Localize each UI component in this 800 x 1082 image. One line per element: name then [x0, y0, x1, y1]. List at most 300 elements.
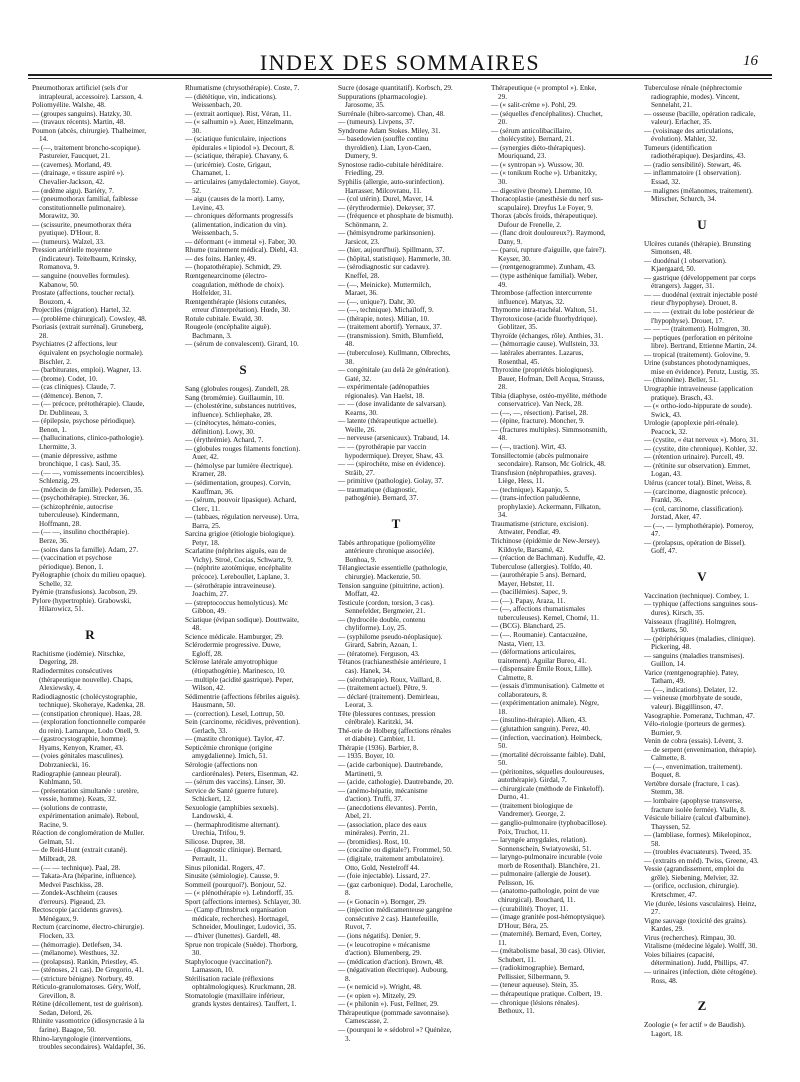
index-entry: — (démence). Benon, 7. [32, 391, 103, 400]
index-entry: — (péritonites, séquelles douloureuses, autothérapie). Girdal, 7. [491, 767, 605, 785]
index-entry: — (glutathion sanguin). Perez, 40. [491, 725, 591, 734]
index-entry: — 1935. Boyer, 10. [338, 752, 395, 761]
index-entry: — d'hiver (lunettes). Gardell, 48. [185, 931, 281, 940]
index-entry: — sanguine (nouvelles formules). Kabanow, 50. [32, 272, 130, 289]
index-entry: — (hémisyndrome parkinsonien). Jarsicot, 23. [338, 229, 436, 246]
index-entry: — (globules rouges filaments fonction). Auer, 42. [185, 444, 301, 462]
index-entry: — (drainage, « tissure aspiré »). Chevalier-Jackson, 42. [32, 169, 125, 187]
index-entry: — (bromidies). Rost, 10. [338, 837, 410, 846]
index-entry: — (BCG). Blanchard, 25. [491, 622, 566, 631]
index-columns [32, 84, 776, 1074]
index-entry: — (flanc droit douloureux?). Raymond, Dany, 9. [491, 229, 606, 246]
index-column-5 [644, 84, 760, 1074]
index-entry: — (—. Roumanie). Cantacuzène, Nasta, Vierr, 13. [491, 631, 588, 648]
index-entry: — (hermaphroditisme alternant). Urechia, Trifou, 9. [185, 820, 280, 838]
index-entry: — (réaction de Bachman). Kuduffe, 42. [491, 554, 606, 563]
index-entry: Rectoscopie (accidents graves). Ménégaux, 9. [32, 906, 123, 923]
header-rule-thin [28, 78, 772, 79]
index-entry: — (—, unique?). Dahr, 30. [338, 297, 416, 306]
index-entry: — (acide, cathologie). Dautrebande, 20. [338, 778, 454, 787]
index-entry: Thymome intra-trachéal. Walton, 51. [491, 306, 598, 315]
index-entry: Rhinite vasomotrice (idiosyncrasie à la farine). Baagoe, 50. [32, 1017, 145, 1034]
index-entry: — (anatomo-pathologie, point de vue chirurgical). Bouchard, 11. [491, 887, 599, 904]
index-entry: — (tumeurs). Walzel, 33. [32, 237, 105, 246]
index-entry: — (médecin de famille). Pedersen, 35. [32, 485, 143, 494]
index-entry: Projectiles (migration). Hartel, 32. [32, 306, 132, 315]
index-entry: Vaisseaux (fragilité). Holmgren, Lyttkens, 50. [644, 617, 737, 635]
index-entry: — (traitement abortif). Yernaux, 37. [338, 323, 442, 332]
index-entry: — (solutions de contraste, expérimentation animale). Reboul, Racine, 9. [32, 803, 139, 829]
index-entry: Thérapie (1936). Barbier, 8. [338, 743, 419, 752]
index-entry: — (pneumothorax familial, faiblesse constitutionnelle pulmonaire). Morawitz, 30. [32, 195, 138, 221]
index-entry: — (infection, vaccination). Heimbeck, 50. [491, 733, 602, 751]
index-entry: — (hémorragie). Detlefsen, 34. [32, 940, 123, 949]
section-letter: R [85, 626, 95, 642]
index-entry: — (sciatique, thérapie). Chavany, 6. [185, 152, 289, 161]
index-entry: — (prolapsus, opération de Bissel). Goff, 47. [644, 538, 746, 556]
index-entry: Sprue non tropicale (Suède). Thorborg, 30. [185, 940, 298, 958]
index-entry: — (teneur aqueuse). Stein, 35. [491, 981, 579, 990]
index-entry: — (syphilome pseudo-néoplasique). Girard, Sabrin, Azoan, 1. [338, 632, 443, 650]
index-entry: — (brome). Codet, 10. [32, 374, 98, 383]
index-entry: Tabès arthropatique (poliomyélite antérieure chronique associée). Bonhoa, 9. [338, 538, 436, 564]
index-entry: — (orifice, occlusion, chirurgie). Kretschmer, 47. [644, 882, 739, 900]
index-entry: Rœntgenearcinome (électro-coagulation, méthode de choix). Holfelder, 31. [185, 272, 285, 298]
index-entry: — (épine, fracture). Moncher, 9. [491, 417, 585, 426]
index-entry: — (mortalité décroissante faible). Dahl, 50. [491, 750, 606, 768]
index-entry: Thérapeutique (« promptol »). Enke, 29. [491, 84, 597, 101]
index-entry: — primitive (pathologie). Golay, 37. [338, 477, 444, 486]
index-entry: — (gastrocystographie, homme). Hyams, Kenyon, Kramer, 43. [32, 735, 128, 752]
section-letter: T [391, 515, 401, 531]
index-entry: — (paroi, rupture d'aiguille, que faire?). Keyser, 30. [491, 246, 607, 263]
index-entry: Testicule (cordon, torsion, 3 cas). Sennefelder, Bergmeier, 21. [338, 598, 434, 616]
index-entry: — (fractures multiples). Simmsonsmith, 48. [491, 425, 607, 443]
index-entry: Rhume (traitement médical). Diehl, 43. [185, 246, 299, 255]
index-entry: — (vaccination et psychose périodique). Benon, 1. [32, 554, 112, 571]
index-entry: — (sérum des vaccins). Linser, 30. [185, 778, 286, 787]
index-entry: Vaccination (technique). Combey, 1. [644, 591, 749, 600]
index-entry: Thérapeutique (pommade savonnaise). Camescasse, 2. [338, 1008, 450, 1026]
index-entry: — chroniques déformants progressifs (alimentation, indication du vin). Weissenbach, 5. [185, 212, 293, 238]
index-entry: Vélo-riologie (porteurs de germes). Burnier, 9. [644, 720, 746, 737]
index-entry: — (maternité). Bernard, Even, Cortey, 11. [491, 930, 602, 947]
index-entry: — (traitement actuel). Pêtre, 9. [338, 684, 428, 693]
index-entry: Thrombose (affection intercurrente influence). Matyas, 32. [491, 289, 592, 306]
index-entry: Tonsillectomie (abcès pulmonaire secondaire). Ranson, Mc Golrick, 48. [491, 451, 606, 469]
section-letter: V [697, 568, 707, 584]
index-entry: — articulaires (amydalectomie). Guyot, 52. [185, 178, 300, 195]
index-entry: Transfusion (néphropathies, graves). Liège, Hess, 11. [491, 468, 597, 486]
index-entry: — inflammatoire (1 observation). Essad, 32. [644, 169, 742, 187]
index-entry: — (curabilité). Thoyer, 11. [491, 904, 569, 913]
index-entry: Zoologie (« fer actif » de Baudish). Lagort, 18. [644, 1021, 746, 1038]
index-entry: — (type asthénique familial). Weber, 49. [491, 272, 598, 289]
index-entry: Radiographie (anneau pleural). Kuhlmann, 50. [32, 769, 122, 787]
index-entry: Sclérodermie progressive. Duwe, Egloff, 28. [185, 641, 281, 658]
index-entry: Pression artérielle moyenne (indicateur). Teitelbaum, Krinsky, Romanova, 9. [32, 246, 137, 272]
index-entry: Vessie (agrandissement, emploi du grêle). Siebening, Melvier, 32. [644, 865, 744, 882]
index-entry: — (« ortho-iodo-hippurate de soude). Swick, 43. [644, 402, 752, 419]
index-entry: — (traitement biologique de Vandremer). George, 2. [491, 801, 573, 819]
index-entry: — tropical (traitement). Golovine, 9. [644, 350, 750, 359]
index-entry: Pyémie (transfusions). Jacobson, 29. [32, 588, 138, 597]
index-entry: Traumatisme (stricture, excision). Attwater, Pendlar, 49. [491, 519, 589, 537]
index-entry: Thyroïde (échanges, rôle). Anthies, 31. [491, 331, 604, 340]
index-entry: — de Reid-Hunt (extrait cutané). Milbradt, 28. [32, 846, 128, 864]
index-entry: Sommeil (pourquoi?). Bonjour, 52. [185, 880, 287, 889]
index-entry: Syphilis (allergie, auto-surinfection). Harrasser, Milcovranu, 11. [338, 178, 445, 195]
index-entry: Rectum (carcinome, électro-chirurgie). Flocken, 33. [32, 923, 145, 940]
index-entry: — (groupes sanguins). Hatzky, 30. [32, 109, 132, 118]
index-entry: Sein (carcinome, récidives, prévention). Gerlach, 33. [185, 718, 300, 735]
index-entry: — (« syntropan »). Wussow, 30. [491, 160, 584, 169]
index-entry: — laryngée amygdales, relation). Sonnenschein, Swiatyowski, 51. [491, 836, 592, 853]
index-entry: Vasographie. Pomeranz, Tuchman, 47. [644, 711, 755, 720]
index-entry: — (cavernes). Morland, 49. [32, 160, 112, 169]
index-entry: Tétanos (rachianesthésie antérieure, 1 cas). Hanek, 34. [338, 658, 447, 675]
index-entry: — (exploration fonctionnelle comparée du rein). Lamarque, Lodo Onell, 9. [32, 718, 146, 735]
index-entry: — — (pyrothérapie par vaccin hypodermique). Dreyer, Shaw, 43. [338, 442, 444, 460]
index-entry: — (« nemicid »). Wright, 48. [338, 983, 422, 992]
index-entry: — (« opien »). Mitzely, 29. [338, 991, 417, 1000]
index-entry: — pulmonaire (allergie de Jouset). Pelisson, 16. [491, 870, 591, 887]
index-entry: — traumatique (diagnostic, pathogénie). Bernard, 37. [338, 485, 419, 503]
index-entry: Urographie intraveineuse (application pratique). Brasch, 43. [644, 384, 753, 402]
index-entry: Surrénale (hibro-sarcome). Chan, 48. [338, 109, 445, 118]
index-entry: Rachitisme (iodémie). Nitschke, Degering, 28. [32, 649, 126, 667]
index-entry: Sarcina grigioe (étiologie biologique). Petyr, 18. [185, 530, 295, 547]
index-column-2 [185, 84, 301, 1074]
index-entry: — (lambliase, formes). Mikelopinoz, 58. [644, 831, 751, 848]
index-entry: — (constipation chronique). Haas, 28. [32, 709, 142, 718]
index-entry: Rhino-laryngologie (interventions, troubles secondaires). Waldapfel, 36. [32, 1034, 146, 1052]
index-entry: — (extraits en méd). Twiss, Greene, 43. [644, 856, 759, 865]
index-entry: Vitalisme (médecine légale). Wolff, 30. [644, 942, 758, 951]
index-entry: — (cystite, dite chronique). Kohler, 32. [644, 444, 758, 453]
index-entry: — (col, carcinome, classification). Jorstad, Aker, 47. [644, 504, 744, 522]
index-entry: — (aurothérapie 5 ans). Bernard, Mayer, Hebster, 11. [491, 571, 586, 588]
index-entry: — veineuse (morbhyate de soude, valeur). Biggillinson, 47. [644, 694, 742, 711]
index-entry: — (cas cliniques). Claude, 7. [32, 383, 116, 392]
index-entry: — ganglio-pulmonaire (typhobacillose). Poix, Truchot, 11. [491, 819, 607, 836]
index-entry: Tibia (diaphyse, ostéo-myélite, méthode conservatrice). Van Neck, 28. [491, 391, 607, 409]
index-entry: Pneumothorax artificiel (sels d'or intrapleural, accessoire). Larsson, 4. [32, 84, 143, 101]
index-entry: — expérimentale (adénopathies régionales). Van Haelst, 18. [338, 383, 430, 400]
index-entry: — latérales aberrantes. Lazarus, Rosenthal, 45. [491, 348, 584, 366]
index-entry: — (sérodiagnostic sur cadavre). Kneffel, 28. [338, 263, 430, 281]
index-entry: — (tératome). Ferguson, 43. [338, 649, 420, 658]
index-entry: — (métabolisme basal, 30 cas). Olivier, Schubert, 11. [491, 947, 606, 964]
index-entry: — Takata-Ara (héparine, influence). Medvei Paschkiss, 28. [32, 872, 137, 889]
index-entry: — (voies génitales masculines). Dobrzaniecki, 16. [32, 752, 124, 770]
index-entry: Thorax (abcès froids, thérapeutique). Dufour de Frenelle, 2. [491, 212, 598, 229]
index-entry: — (travaux récents). Martin, 48. [32, 118, 126, 127]
index-entry: Urine (substances photodynamiques, mise en évidence). Perutz, Lustig, 35. [644, 359, 760, 376]
index-entry: — (sédimentation, groupes). Corvin, Kauffman, 36. [185, 478, 291, 496]
index-entry: — (acide carbonique). Dautrebande, Martinetti, 9. [338, 761, 443, 778]
index-entry: — chirurgicale (méthode de Finkeloff). Durno, 41. [491, 784, 605, 802]
index-entry: Staphylocoque (vaccination?). Lamasson, 10. [185, 957, 273, 975]
index-entry: Sinus pilonidal. Rogers, 47. [185, 863, 265, 872]
index-entry: — multiple (acidité gastrique). Peper, Wilson, 42. [185, 675, 294, 693]
index-entry: — duodénal (1 observation). Kjaergaard, 50. [644, 256, 727, 274]
index-entry: — (fréquence et phosphate de bismuth). Schönmann, 2. [338, 212, 454, 229]
index-entry: — (—, indications). Delater, 12. [644, 685, 738, 694]
index-entry: — (Camp d'Innsbruck organisation médicale, recherches). Hortnagel, Schneider, Moulinger, Ludovici, 35. [185, 906, 297, 932]
index-entry: — thérapeutique pratique. Colbert, 19. [491, 989, 603, 998]
index-entry: — (déformations articulaires, traitement). Aguilar Bureo, 41. [491, 648, 587, 665]
index-entry: — (œdème aigu). Bariéty, 7. [32, 186, 114, 195]
index-entry: Sédimentrie (affections fébriles aiguës). Hausmann, 50. [185, 692, 300, 710]
index-entry: Service de Santé (guerre future). Schickert, 12. [185, 786, 279, 804]
index-entry: — (cholestérine, substances nutritives, influence). Schliephake, 28. [185, 402, 297, 419]
index-entry: Trichinose (épidémie de New-Jersey). Kildoyle, Barsamé, 42. [491, 536, 601, 554]
index-entry: — (stricture bénigne). Norbury, 49. [32, 974, 134, 983]
index-entry: — (érythrémie). Achard, 7. [185, 436, 264, 445]
index-entry: — (sciatique funiculaire, injections épidurales « lipiodol »). Decourt, 8. [185, 135, 295, 152]
index-entry: Pylore (hypertrophie). Grabowski, Hilarowicz, 51. [32, 596, 132, 614]
index-entry: — (cinétocytes, hémato-conies, définition). Lowy, 30. [185, 419, 277, 436]
index-entry: — osseuse (bacille, opération radicale, valeur). Erlacher, 35. [644, 109, 756, 127]
index-entry: — (— —, vomissements incoercibles). Schlenzig, 29. [32, 468, 145, 486]
index-entry: — sanguins (maladies transmises). Guillon, 14. [644, 651, 745, 669]
index-entry: Radiodermites consécutives (thérapeutique nouvelle). Chaps, Alexiewsky, 4. [32, 667, 133, 693]
index-entry: — typhique (affections sanguines sous-dures). Kirsch, 35. [644, 600, 758, 617]
index-entry: Science médicale. Hamburger, 29. [185, 632, 284, 641]
index-entry: Rétine (décollement, test de guérison). Sedan, Delord, 26. [32, 1000, 143, 1017]
index-entry: — (hier, aujourd'hui). Spillmann, 37. [338, 246, 445, 255]
index-entry: — (—, traitement broncho-scopique). Pastureier, Faucquet, 21. [32, 143, 141, 161]
index-entry: — (— — technique). Paal, 28. [32, 863, 121, 872]
index-entry: — (expérimentation animale). Nègre, 18. [491, 699, 599, 716]
index-entry: Suppurations (pharmacologie). Jarosome, 35. [338, 92, 428, 110]
index-entry: — (extrait aortique). Rist, Véran, 11. [185, 109, 291, 118]
index-entry: — (problème chirurgical). Cowsley, 48. [32, 314, 147, 323]
index-entry: — latente (thérapeutique actuelle). Weille, 26. [338, 417, 438, 434]
index-entry: — chronique (lésions rénales). Bethoux, 11. [491, 998, 580, 1016]
index-entry: — digestive (brome). Lhemme, 10. [491, 186, 593, 195]
index-entry: — (image granitée post-hémoptysique). D'Hour, Béra, 25. [491, 913, 606, 930]
index-entry: — (cocaïne ou digitale?). Frommel, 50. [338, 846, 452, 855]
index-entry: Tête (blessures contuses, pression cérébrale). Karitzki, 34. [338, 709, 436, 727]
index-entry: Psoriasis (extrait surrénal). Gruneberg, 28. [32, 323, 144, 340]
index-entry: — gastrique (développement par corps étrangers). Jagger, 31. [644, 273, 756, 291]
index-entry: Poliomyélite. Walshe, 48. [32, 101, 106, 110]
index-entry: — (streptococcus hemolyticus). Mc Gibbon, 49. [185, 598, 288, 616]
index-column-4 [491, 84, 607, 1074]
page-number: 16 [743, 53, 758, 69]
index-entry: — (« Gonacin »). Bornger, 29. [338, 897, 427, 906]
index-entry: Radiodiagnostic (cholécystographie, technique). Skoheraye, Kadenka, 28. [32, 692, 145, 710]
index-entry: Sang (bromémie). Guillaumin, 10. [185, 393, 285, 402]
index-entry: — laryngo-pulmonaire incurable (voie morb de Rosenthal). Blanchère, 21. [491, 853, 603, 870]
index-entry: — (soins dans la famille). Adam, 27. [32, 545, 138, 554]
index-entry: Sport (affections internes). Schlayer, 30. [185, 897, 301, 906]
index-entry: Ulcères cutanés (thérapie). Brunsting Simonsen, 48. [644, 239, 751, 257]
index-entry: — urinaires (infection, diète cétogène). Ross, 48. [644, 967, 757, 985]
index-entry: Voies biliaires (capacité, détermination). Judd, Phillips, 47. [644, 950, 749, 968]
index-entry: — des foins. Hanley, 49. [185, 254, 257, 263]
index-entry: Télangiectasie essentielle (pathologie, chirurgie). Mackenzie, 50. [338, 564, 448, 581]
index-entry: — (périphériques (maladies, clinique). Pickering, 48. [644, 634, 756, 652]
index-entry: — (— —, insulino chocthérapie). Berze, 36. [32, 528, 130, 545]
index-entry: Thyroxine (propriétés biologiques). Bauer, Hofman, Dell Acqua, Strauss, 28. [491, 366, 605, 392]
index-entry: — (radiokimographie). Bernard, Pellissier, Silbermann, 9. [491, 964, 585, 981]
index-entry: — de serpent (envenimation, thérapie). Calmette, 8. [644, 745, 757, 763]
index-entry: — (« leucotropine » mécanisme d'action). Blumenberg, 29. [338, 940, 431, 958]
index-entry: — (tumeurs). Livpens, 37. [338, 118, 415, 127]
index-entry: Vie (durée, lésions vasculaires). Heinz, 27. [644, 899, 757, 917]
index-entry: Réticulo-granulomatoses. Géry, Wolf, Grevillon, 8. [32, 983, 141, 1000]
page-header [0, 0, 800, 80]
section-letter: U [697, 216, 707, 232]
index-entry: Thé-orie de Holberg (affections rénales et diabète). Cambier, 11. [338, 726, 452, 744]
index-entry: — (foie injectable). Lissard, 27. [338, 872, 431, 881]
index-entry: Pyélographie (choix du milieu opaque). Schelle, 32. [32, 571, 146, 588]
index-entry: — (correction). Lesel, Lottrup, 50. [185, 709, 285, 718]
index-entry: Silicose. Dupree, 38. [185, 837, 246, 846]
index-entry: — (sérothérapie intraveineuse). Joachim, 27. [185, 581, 276, 599]
page-title: INDEX DES SOMMAIRES [259, 50, 541, 75]
index-entry: — (prolapsus). Rankin, Priestley, 45. [32, 957, 139, 966]
index-entry: — (radio sensibilité). Stewart, 46. [644, 160, 742, 169]
index-entry: Utérus (cancer total). Binet, Weiss, 8. [644, 478, 752, 487]
index-entry: — (uricémie). Coste, Grigaut, Chamanet, 1. [185, 160, 272, 178]
index-entry: — (ions négatifs). Denier, 9. [338, 931, 421, 940]
index-entry: Poumon (abcès, chirurgie). Thalheimer, 14. [32, 126, 147, 144]
index-entry: — (anémo-hépatie, mécanisme d'action). Truffi, 37. [338, 786, 428, 804]
index-entry: — (troubles évacuateurs). Tweed, 35. [644, 848, 752, 857]
index-entry: — (voisinage des articulations, évolution). Mahler, 32. [644, 126, 734, 144]
index-entry: — (injection médicamenteuse gangrène consécutive 2 cas). Hautefeuille, Ruvot, 7. [338, 906, 453, 932]
index-entry: — — (spirochète, mise en évidence). Sträib, 27. [338, 460, 446, 477]
index-entry: — (rétention urinaire). Purcell, 49. [644, 453, 744, 462]
index-entry: Sexuologie (amphibies sexuels). Landowski, 4. [185, 803, 279, 821]
index-entry: — aigu (causes de la mort). Lamy, Levine, 43. [185, 195, 285, 212]
index-entry: — (schizophrénie, autocrise tuberculeuse). Kindermann, Hoffmann, 28. [32, 502, 120, 528]
index-entry: Thoracoplastie (anesthésie du nerf sus-scapulaire). Dreyfus Le Foyer, 9. [491, 195, 604, 212]
index-entry: — — (dose invalidante de salvarsan). Kearns, 30. [338, 400, 447, 417]
index-entry: Stomatologie (maxillaire inférieur, grands kystes dentaires). Tauffert, 1. [185, 991, 297, 1009]
index-entry: — (sérum de convalescent). Girard, 10. [185, 340, 299, 349]
index-entry: — déformant (« immetal »). Faber, 30. [185, 237, 297, 246]
index-entry: Sinusite (sémiologie). Causse, 9. [185, 872, 280, 881]
index-entry: Urologie (apoplexie péri-rénale). Peacock, 32. [644, 419, 739, 436]
index-entry: — — — (extrait du lobe postérieur de l'hypophyse). Drouet, 17. [644, 308, 754, 325]
index-entry: — (« plénothérapie »). Lehndorff, 35. [185, 889, 294, 898]
index-entry: — (essais d'immunisation). Calmette et collaborateurs, 8. [491, 682, 605, 699]
index-entry: — (sténoses, 21 cas). De Gregorio, 41. [32, 966, 144, 975]
index-column-3 [338, 84, 454, 1074]
index-entry: — (tabbaes, régulation nerveuse). Urra, Barra, 25. [185, 513, 299, 530]
index-entry: — (—, traction). Wirt, 43. [491, 442, 567, 451]
index-entry: — (néphrite azotémique, encéphalite précoce). Lereboullet, Laplane, 3. [185, 564, 292, 581]
index-entry: — (dispensaire Émile Roux, Lille). Calmette, 8. [491, 665, 593, 682]
index-entry: — (hémolyse par lumière électrique). Kramer, 28. [185, 461, 293, 479]
index-entry: Sclérose latérale amyotrophique (étiopathogénie). Marinesco, 10. [185, 658, 286, 675]
index-entry: Varice (rœntgenographie). Patey, Tatham, 49. [644, 668, 739, 686]
index-entry: — (pourquoi le « sédobrol »? Quénèze, 3. [338, 1025, 452, 1043]
index-entry: — (— précoce, prétothérapie). Claude, Dr. Dublineau, 3. [32, 400, 145, 417]
index-entry: Septicémie chronique (origine amygdalienne). Imich, 51. [185, 743, 273, 761]
index-entry: — (synergies diéto-thérapiques). Mouriquand, 23. [491, 143, 586, 161]
index-entry: Sciatique (évipan sodique). Douttwaite, 48. [185, 615, 299, 633]
index-entry: Vésicule biliaire (calcul d'albumine). Thayssen, 52. [644, 814, 751, 831]
index-entry: — (épilepsie, psychose périodique). Benon, 1. [32, 417, 136, 434]
index-entry: Rœntgenthérapie (lésions cutanées, erreur d'interprétation). Hœde, 30. [185, 297, 291, 315]
index-entry: — (barbiturates, emploi). Wagner, 13. [32, 366, 142, 375]
index-entry: — (hallucinations, clinico-pathologie). Lhermitte, 3. [32, 434, 144, 451]
index-entry: — (hopatothérapie). Schmidt, 29. [185, 263, 282, 272]
index-entry: — (« philonin »). Fust, Fellner, 29. [338, 1000, 439, 1009]
index-entry: Sucre (dosage quantitatif). Korbsch, 29. [338, 84, 453, 92]
index-entry: — (sérothérapie). Roux, Vaillard, 8. [338, 675, 442, 684]
index-entry: Rotule cubitale. Ewald, 30. [185, 314, 264, 323]
index-entry: — (technique). Kapanjo, 5. [491, 485, 570, 494]
index-entry: Vigne sauvage (toxicité des grains). Kardes, 29. [644, 916, 747, 934]
index-entry: — (rœntgenogramme). Zunham, 43. [491, 263, 596, 272]
index-entry: — (médication d'action). Brown, 48. [338, 957, 444, 966]
index-entry: — malignes (mélanomes, traitement). Mirscher, Schurch, 34. [644, 186, 753, 204]
index-entry: — (négativation électrique). Aubourg, 8. [338, 966, 448, 983]
index-entry: Tuberculose rénale (néphrectomie radiographie, modes). Vincent, Sennelaht, 21. [644, 84, 742, 110]
index-entry: — (anecdotiens élevantes). Perrin, Abel, 21. [338, 803, 438, 821]
index-entry: — déclaré (traitement). Demirleau, Leorat, 3. [338, 692, 440, 710]
index-entry: — (cystite, « état nerveux »). Moro, 31. [644, 436, 759, 445]
index-entry: Vertèbre dorsale (fracture, 1 cas). Stemm, 38. [644, 779, 740, 797]
index-entry: — (—, — lymphothérapie). Pomeroy, 47. [644, 521, 754, 539]
index-entry: — congénitale (au delà 2e génération). Gaté, 32. [338, 366, 450, 383]
index-entry: — (tuberculose). Kullmann, Olbrechts, 38. [338, 348, 451, 366]
index-entry: — (—, —, résection). Parisel, 28. [491, 408, 589, 417]
section-letter: Z [697, 998, 707, 1014]
index-entry: Tumeurs (identification radiothérapique). Desjardins, 43. [644, 143, 746, 161]
index-entry: — (trans-infection paludéenne, prophylaxie). Ackermann, Filkaton, 34. [491, 494, 601, 520]
index-entry: Virus (recherches). Rimpau, 30. [644, 933, 736, 942]
index-entry: — — duodénal (extrait injectable posté rieur d'hypophyse). Drouet, 8. [644, 290, 758, 308]
index-entry: — (hémorragie cause). Wullstein, 33. [491, 340, 599, 349]
index-entry: — peptiques (perforation en péritoine libre). Bertrand, Ettienne Martin, 24. [644, 333, 757, 351]
index-entry: — — — (traitement). Holmgren, 30. [644, 325, 751, 334]
index-entry: — (mastite chronique). Taylor, 47. [185, 735, 285, 744]
index-entry: — Zondek-Aschheim (causes d'erreurs). Pigeaud, 23. [32, 889, 118, 906]
index-entry: — (diagnostic clinique). Bernard, Perrault, 11. [185, 846, 282, 864]
index-entry: — (gaz carbonique). Dodal, Larochelle, 8. [338, 880, 453, 898]
index-entry: — (—, affections rhumatismales tuberculeuses). Kemel, Chomé, 11. [491, 605, 599, 622]
index-entry: — (« tonikum Roche »). Urbanitzky, 30. [491, 169, 597, 187]
index-entry: — (bacillémies). Sapec, 9. [491, 588, 568, 597]
index-entry: Scarlatine (néphrites aiguës, eau de Vichy). Stroé, Cocias, Schwartz, 9. [185, 547, 293, 564]
index-entry: Sang (globules rouges). Zundell, 28. [185, 384, 290, 393]
index-entry: Venin de cobra (essais). Lévent, 3. [644, 737, 743, 746]
index-entry: Thyrotoxicose (acide fluorhydrique). Goblitzer, 35. [491, 314, 598, 332]
index-entry: — (séquelles d'encéphalites). Chuchet, 20. [491, 109, 603, 127]
index-entry: — (sérum anticolibacillaire, cholécystite). Bernard, 21. [491, 126, 575, 144]
index-entry: Rhumatisme (chrysothérapie). Coste, 7. [185, 84, 300, 92]
index-entry: — (—, technique). Michaïloff, 9. [338, 306, 434, 315]
index-entry: — (« salhumin »). Auer, Hinzelmann, 30. [185, 118, 294, 135]
index-entry: Sérologie (affections non cardiorénales). Peters, Eisenman, 42. [185, 761, 299, 778]
index-entry: Rougeole (encéphalite aiguë). Bachmann, 3. [185, 323, 272, 340]
index-entry: — (hôpital, statistique). Hammerle, 30. [338, 254, 451, 263]
index-entry: — (diététique, vin, indications). Weissenbach, 20. [185, 92, 277, 110]
section-letter: S [239, 361, 247, 377]
index-entry: — (thionéine). Beller, 51. [644, 376, 718, 385]
index-entry: — (col utérin). Durel, Maver, 14. [338, 195, 434, 204]
index-entry: — (association, place des eaux minérales). Perrin, 21. [338, 820, 427, 838]
index-entry: — (manie dépressive, asthme bronchique, 1 cas). Saul, 35. [32, 451, 121, 469]
